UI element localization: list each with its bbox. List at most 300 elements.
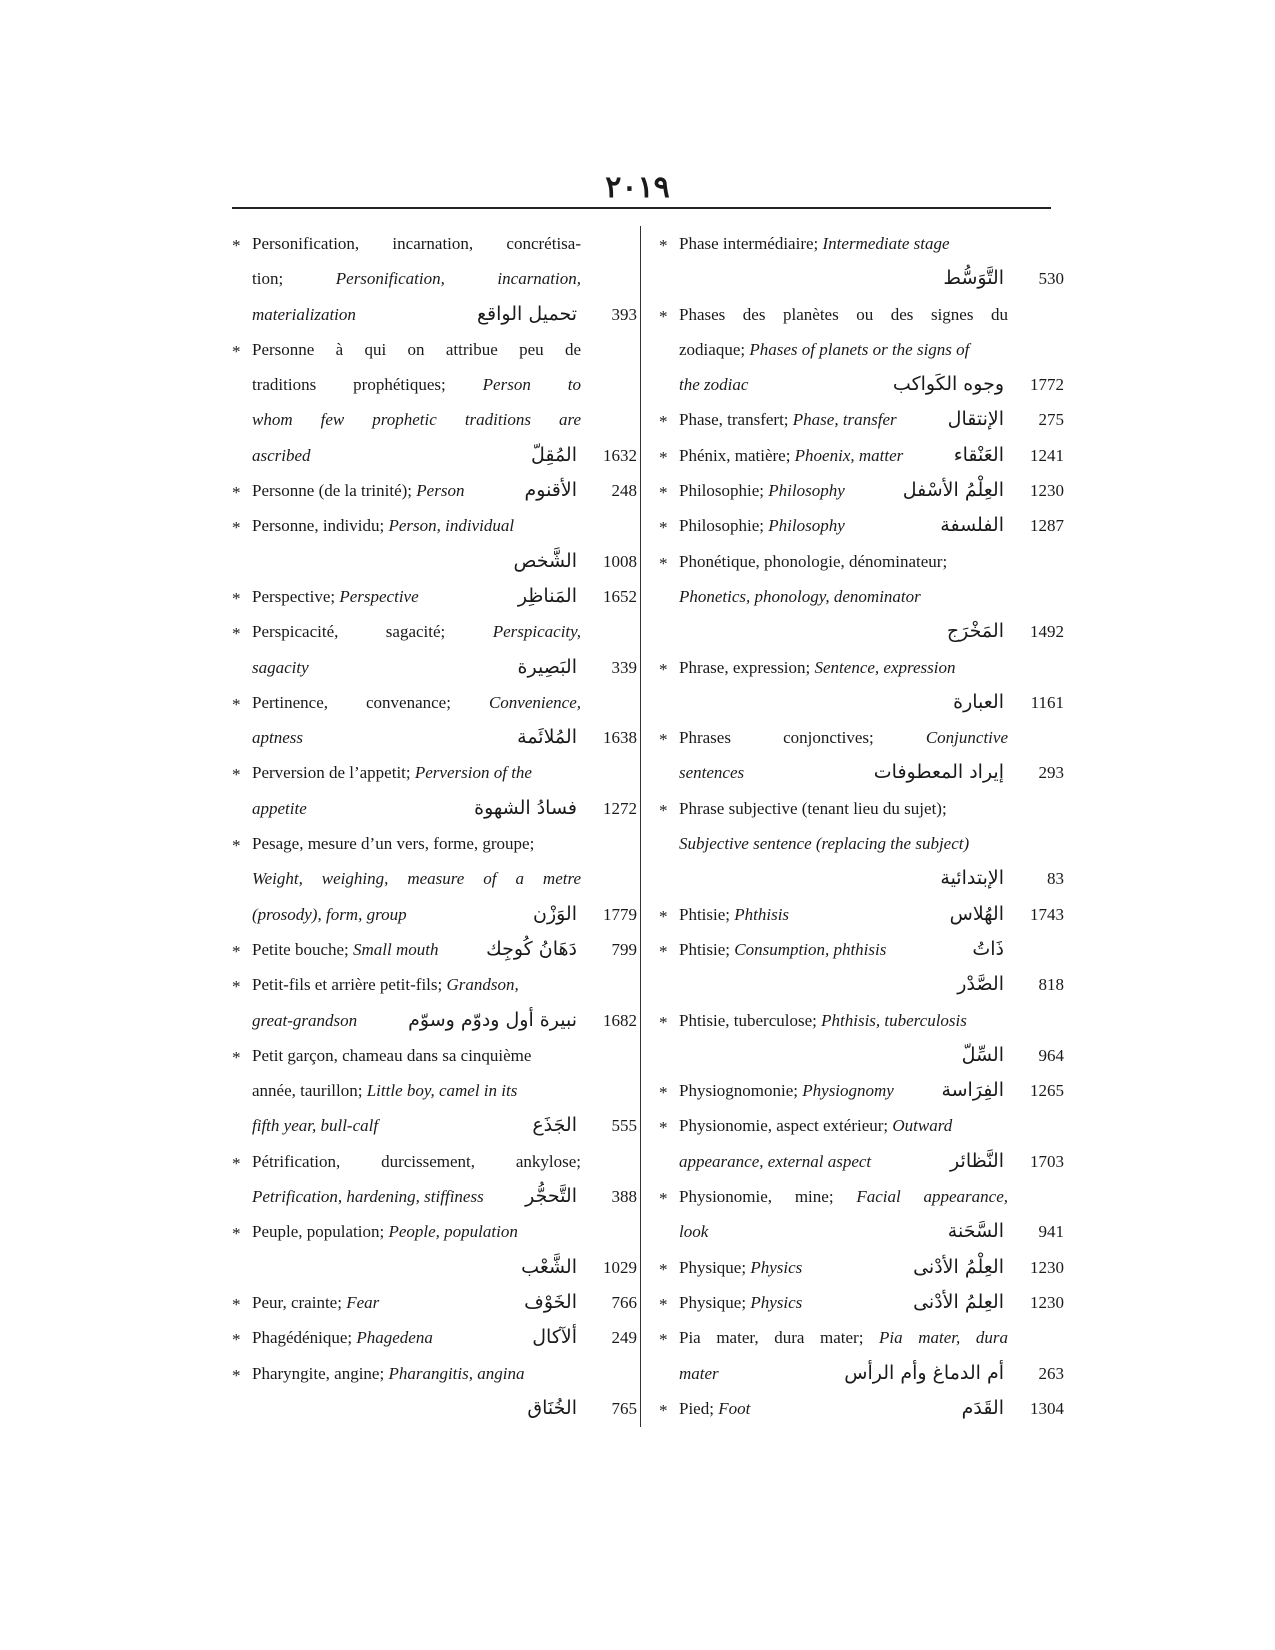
french-term: Petit-fils et arrière petit-fils; bbox=[252, 975, 447, 995]
entry-bullet: * bbox=[659, 906, 668, 926]
entry-bullet: * bbox=[659, 412, 668, 432]
arabic-term: العِلْمُ الأسْفل bbox=[897, 473, 1004, 508]
entry-line bbox=[659, 1179, 1064, 1214]
french-term: Phase, transfert; bbox=[679, 410, 793, 430]
entry-line bbox=[232, 932, 637, 967]
english-gloss: Sentence, expression bbox=[814, 657, 956, 677]
entry-bullet: * bbox=[659, 941, 668, 961]
entry-text bbox=[679, 1003, 1008, 1038]
french-term: Physionomie, mine; bbox=[679, 1187, 857, 1207]
arabic-term: المَخْرَج bbox=[941, 614, 1004, 649]
english-gloss: Person bbox=[416, 481, 465, 501]
entry-bullet: * bbox=[232, 941, 241, 961]
entry-bullet: * bbox=[659, 1400, 668, 1420]
entry-number: 275 bbox=[1038, 410, 1064, 430]
entry-line bbox=[659, 720, 1064, 755]
entry-line bbox=[659, 897, 1064, 932]
entry-bullet: * bbox=[232, 1047, 241, 1067]
entry-text bbox=[679, 544, 1008, 579]
french-term: Phase intermédiaire; bbox=[679, 234, 823, 253]
english-gloss: Intermediate stage bbox=[822, 234, 950, 253]
entry-number: 941 bbox=[1038, 1222, 1064, 1242]
entry-bullet: * bbox=[659, 447, 668, 467]
entry-number: 1638 bbox=[603, 728, 637, 748]
arabic-term: الصَّدْر bbox=[951, 967, 1004, 1002]
french-term: Personne à qui on attribue peu de bbox=[252, 339, 581, 359]
arabic-term: دَهَانُ كُوجِك bbox=[480, 932, 577, 967]
entry-text bbox=[679, 650, 1008, 685]
english-gloss: ascribed bbox=[252, 445, 311, 465]
french-term: Physiognomonie; bbox=[679, 1081, 803, 1101]
entry-line bbox=[232, 1179, 637, 1214]
entry-number: 1230 bbox=[1030, 1292, 1064, 1312]
entry-number: 248 bbox=[611, 481, 637, 501]
entry-text bbox=[252, 402, 581, 437]
french-term: Physique; bbox=[679, 1257, 751, 1277]
entry-line bbox=[232, 685, 637, 720]
english-gloss: Grandson, bbox=[446, 975, 519, 995]
english-gloss: People, population bbox=[388, 1222, 518, 1242]
english-gloss: Facial appearance, bbox=[856, 1187, 1008, 1207]
entry-number: 249 bbox=[611, 1328, 637, 1348]
arabic-term: الإبتدائية bbox=[934, 861, 1004, 896]
entry-line bbox=[232, 544, 637, 579]
french-term: Pharyngite, angine; bbox=[252, 1363, 389, 1383]
french-term: Pia mater, dura mater; bbox=[679, 1328, 880, 1348]
arabic-term: العِلْمُ الأدْنى bbox=[907, 1250, 1004, 1285]
english-gloss: Physiognomy bbox=[802, 1081, 894, 1101]
arabic-term: العَنْقاء bbox=[948, 438, 1004, 473]
entry-bullet: * bbox=[232, 836, 241, 856]
english-gloss: Physics bbox=[750, 1292, 803, 1312]
english-gloss: Perversion of the bbox=[414, 763, 532, 783]
english-gloss: materialization bbox=[252, 304, 356, 324]
french-term: Physique; bbox=[679, 1292, 751, 1312]
english-gloss: Physics bbox=[750, 1257, 803, 1277]
entry-line bbox=[232, 402, 637, 437]
entry-text bbox=[679, 579, 1008, 614]
entry-number: 555 bbox=[611, 1116, 637, 1136]
entry-line bbox=[232, 826, 637, 861]
entry-number: 964 bbox=[1038, 1045, 1064, 1065]
arabic-term: العبارة bbox=[947, 685, 1004, 720]
entry-bullet: * bbox=[659, 1294, 668, 1314]
entry-number: 1029 bbox=[603, 1257, 637, 1277]
entry-line bbox=[232, 1356, 637, 1391]
english-gloss: look bbox=[679, 1222, 709, 1242]
entry-line bbox=[659, 579, 1064, 614]
entry-line bbox=[659, 650, 1064, 685]
french-term: Petite bouche; bbox=[252, 939, 354, 959]
entry-line bbox=[659, 967, 1064, 1002]
english-gloss: Philosophy bbox=[768, 516, 845, 536]
english-gloss: Phthisis bbox=[734, 904, 790, 924]
french-term: Peuple, population; bbox=[252, 1222, 389, 1242]
entry-bullet: * bbox=[659, 1330, 668, 1350]
entry-number: 1265 bbox=[1030, 1081, 1064, 1101]
entry-bullet: * bbox=[232, 694, 241, 714]
french-term: Phtisie, tuberculose; bbox=[679, 1010, 822, 1030]
english-gloss: whom few prophetic traditions are bbox=[252, 410, 581, 430]
entry-bullet: * bbox=[232, 1294, 241, 1314]
english-gloss: aptness bbox=[252, 728, 303, 748]
arabic-term: السَّحَنة bbox=[942, 1214, 1004, 1249]
entry-line bbox=[232, 297, 637, 332]
arabic-term: ألآكال bbox=[526, 1320, 577, 1355]
french-term: année, taurillon; bbox=[252, 1081, 367, 1101]
entry-bullet: * bbox=[659, 306, 668, 326]
french-term: Personification, incarnation, concrétisa- bbox=[252, 234, 581, 253]
english-gloss: mater bbox=[679, 1363, 719, 1383]
entry-text bbox=[252, 367, 581, 402]
entry-number: 1703 bbox=[1030, 1151, 1064, 1171]
entry-number: 1230 bbox=[1030, 481, 1064, 501]
entry-line bbox=[659, 1073, 1064, 1108]
entry-line bbox=[659, 1285, 1064, 1320]
entry-bullet: * bbox=[232, 1330, 241, 1350]
arabic-term: المُقِلّ bbox=[525, 438, 577, 473]
entry-text bbox=[679, 1320, 1008, 1355]
entry-bullet: * bbox=[659, 236, 668, 255]
entry-line bbox=[232, 508, 637, 543]
arabic-term: المَناظِر bbox=[512, 579, 577, 614]
french-term: tion; bbox=[252, 269, 336, 289]
entry-line bbox=[659, 1144, 1064, 1179]
entry-line bbox=[232, 1320, 637, 1355]
english-gloss: appetite bbox=[252, 798, 307, 818]
entry-bullet: * bbox=[659, 1259, 668, 1279]
english-gloss: Consumption, phthisis bbox=[734, 939, 887, 959]
french-term: Personne (de la trinité); bbox=[252, 481, 417, 501]
entry-line bbox=[659, 261, 1064, 296]
french-term: traditions prophétiques; bbox=[252, 375, 483, 395]
entry-text bbox=[252, 861, 581, 896]
page-number: ٢٠١٩ bbox=[605, 170, 670, 205]
entry-bullet: * bbox=[232, 236, 241, 255]
entry-number: 1241 bbox=[1030, 445, 1064, 465]
entry-line bbox=[659, 297, 1064, 332]
entry-number: 1008 bbox=[603, 551, 637, 571]
entry-line bbox=[232, 1108, 637, 1143]
english-gloss: Phagedena bbox=[356, 1328, 433, 1348]
entry-number: 1779 bbox=[603, 904, 637, 924]
entry-bullet: * bbox=[659, 730, 668, 750]
entry-line bbox=[232, 1250, 637, 1285]
french-term: Pied; bbox=[679, 1398, 719, 1418]
entry-number: 1287 bbox=[1030, 516, 1064, 536]
entry-text bbox=[252, 1356, 581, 1391]
entry-line bbox=[659, 1356, 1064, 1391]
arabic-term: الخُنَاق bbox=[521, 1391, 577, 1426]
arabic-term: الوَزْن bbox=[527, 897, 577, 932]
arabic-term: وجوه الكَواكب bbox=[887, 367, 1004, 402]
english-gloss: Phthisis, tuberculosis bbox=[821, 1010, 967, 1030]
entry-line bbox=[659, 1003, 1064, 1038]
french-term: Peur, crainte; bbox=[252, 1292, 347, 1312]
arabic-term: الجَذَع bbox=[526, 1108, 577, 1143]
entry-line bbox=[232, 332, 637, 367]
entry-line bbox=[659, 367, 1064, 402]
entry-line bbox=[232, 261, 637, 296]
english-gloss: Pia mater, dura bbox=[879, 1328, 1008, 1348]
arabic-term: الأقنوم bbox=[518, 473, 577, 508]
english-gloss: Foot bbox=[718, 1398, 751, 1418]
entry-text bbox=[252, 1038, 581, 1073]
arabic-term: ذَاتُ bbox=[966, 932, 1004, 967]
english-gloss: (prosody), form, group bbox=[252, 904, 407, 924]
entry-number: 1161 bbox=[1030, 692, 1064, 712]
french-term: Perspicacité, sagacité; bbox=[252, 622, 493, 642]
english-gloss: Conjunctive bbox=[925, 728, 1008, 748]
entry-text bbox=[252, 614, 581, 649]
entry-text bbox=[252, 755, 581, 790]
arabic-term: العِلمُ الأدْنى bbox=[907, 1285, 1004, 1320]
entry-line bbox=[232, 1285, 637, 1320]
entry-line bbox=[659, 544, 1064, 579]
english-gloss: Outward bbox=[892, 1116, 953, 1136]
entry-bullet: * bbox=[232, 977, 241, 997]
english-gloss: Fear bbox=[346, 1292, 380, 1312]
entry-line bbox=[232, 1214, 637, 1249]
left-column bbox=[232, 226, 637, 1426]
entry-text bbox=[252, 685, 581, 720]
english-gloss: the zodiac bbox=[679, 375, 749, 395]
entry-line bbox=[232, 967, 637, 1002]
arabic-term: تحميل الواقع bbox=[471, 297, 577, 332]
entry-number: 1230 bbox=[1030, 1257, 1064, 1277]
entry-text bbox=[679, 932, 1008, 967]
entry-line bbox=[659, 1108, 1064, 1143]
entry-number: 1682 bbox=[603, 1010, 637, 1030]
entry-number: 1632 bbox=[603, 445, 637, 465]
entry-number: 765 bbox=[611, 1398, 637, 1418]
right-column bbox=[659, 226, 1064, 1426]
entry-line bbox=[659, 226, 1064, 261]
entry-number: 1772 bbox=[1030, 375, 1064, 395]
arabic-term: الفلسفة bbox=[934, 508, 1004, 543]
entry-line bbox=[232, 438, 637, 473]
entry-line bbox=[659, 1250, 1064, 1285]
entry-number: 263 bbox=[1038, 1363, 1064, 1383]
entry-line bbox=[232, 614, 637, 649]
french-term: Pertinence, convenance; bbox=[252, 692, 489, 712]
arabic-term: الهُلاس bbox=[944, 897, 1004, 932]
entry-bullet: * bbox=[232, 624, 241, 644]
arabic-term: الفِرَاسة bbox=[935, 1073, 1004, 1108]
entry-line bbox=[659, 614, 1064, 649]
entry-text bbox=[679, 791, 1008, 826]
entry-line bbox=[232, 650, 637, 685]
arabic-term: الخَوْف bbox=[518, 1285, 577, 1320]
entry-bullet: * bbox=[659, 659, 668, 679]
english-gloss: Person, individual bbox=[388, 516, 515, 536]
entry-number: 388 bbox=[611, 1187, 637, 1207]
arabic-term: فسادُ الشهوة bbox=[468, 791, 577, 826]
english-gloss: Phoenix, matter bbox=[794, 445, 904, 465]
entry-bullet: * bbox=[659, 1012, 668, 1032]
entry-bullet: * bbox=[659, 1118, 668, 1138]
entry-line bbox=[232, 473, 637, 508]
entry-bullet: * bbox=[232, 518, 241, 538]
entry-line bbox=[232, 367, 637, 402]
french-term: Personne, individu; bbox=[252, 516, 389, 536]
entry-line bbox=[659, 473, 1064, 508]
entry-text bbox=[679, 1108, 1008, 1143]
english-gloss: Weight, weighing, measure of a metre bbox=[252, 869, 581, 889]
entry-bullet: * bbox=[232, 765, 241, 785]
entry-number: 339 bbox=[611, 657, 637, 677]
arabic-term: النَّظائر bbox=[944, 1144, 1004, 1179]
english-gloss: appearance, external aspect bbox=[679, 1151, 872, 1171]
entry-line bbox=[659, 932, 1064, 967]
arabic-term: إيراد المعطوفات bbox=[868, 755, 1004, 790]
arabic-term: التَّحجُّر bbox=[519, 1179, 577, 1214]
english-gloss: Perspicacity, bbox=[492, 622, 581, 642]
arabic-term: الشَّخص bbox=[507, 544, 577, 579]
entry-line bbox=[232, 720, 637, 755]
english-gloss: Philosophy bbox=[768, 481, 845, 501]
french-term: Philosophie; bbox=[679, 481, 769, 501]
entry-line bbox=[659, 1214, 1064, 1249]
english-gloss: Pharangitis, angina bbox=[388, 1363, 525, 1383]
entry-bullet: * bbox=[659, 1083, 668, 1103]
french-term: Philosophie; bbox=[679, 516, 769, 536]
english-gloss: Personification, incarnation, bbox=[335, 269, 581, 289]
entry-line bbox=[232, 897, 637, 932]
entry-line bbox=[232, 861, 637, 896]
entry-line bbox=[659, 332, 1064, 367]
entry-bullet: * bbox=[659, 518, 668, 538]
entry-number: 799 bbox=[611, 939, 637, 959]
french-term: Phonétique, phonologie, dénominateur; bbox=[679, 551, 948, 571]
entry-number: 1743 bbox=[1030, 904, 1064, 924]
entry-bullet: * bbox=[659, 553, 668, 573]
english-gloss: Perspective bbox=[339, 586, 419, 606]
english-gloss: Small mouth bbox=[353, 939, 439, 959]
entry-text bbox=[252, 1073, 581, 1108]
entry-bullet: * bbox=[659, 800, 668, 820]
entry-line bbox=[232, 1144, 637, 1179]
entry-number: 818 bbox=[1038, 975, 1064, 995]
entry-line bbox=[659, 1391, 1064, 1426]
arabic-term: التَّوَسُّط bbox=[937, 261, 1004, 296]
french-term: Petit garçon, chameau dans sa cinquième bbox=[252, 1045, 532, 1065]
french-term: zodiaque; bbox=[679, 339, 750, 359]
entry-bullet: * bbox=[659, 1189, 668, 1209]
entry-text bbox=[679, 226, 1008, 261]
french-term: Phrases conjonctives; bbox=[679, 728, 926, 748]
entry-text bbox=[252, 967, 581, 1002]
entry-bullet: * bbox=[232, 588, 241, 608]
entry-line bbox=[232, 579, 637, 614]
english-gloss: Phonetics, phonology, denominator bbox=[679, 586, 921, 606]
english-gloss: Petrification, hardening, stiffiness bbox=[252, 1187, 484, 1207]
english-gloss: fifth year, bull-calf bbox=[252, 1116, 379, 1136]
entry-number: 1272 bbox=[603, 798, 637, 818]
entry-text bbox=[679, 1179, 1008, 1214]
english-gloss: Phases of planets or the signs of bbox=[749, 339, 970, 359]
arabic-term: المُلائَمة bbox=[511, 720, 577, 755]
arabic-term: الإنتقال bbox=[942, 402, 1004, 437]
french-term: Phases des planètes ou des signes du bbox=[679, 304, 1008, 324]
entry-text bbox=[679, 826, 1008, 861]
english-gloss: sagacity bbox=[252, 657, 309, 677]
entry-text bbox=[252, 508, 581, 543]
arabic-term: السِّلّ bbox=[956, 1038, 1004, 1073]
entry-line bbox=[232, 791, 637, 826]
entry-text bbox=[252, 332, 581, 367]
entry-line bbox=[659, 861, 1064, 896]
entry-number: 766 bbox=[611, 1292, 637, 1312]
entry-number: 393 bbox=[611, 304, 637, 324]
entry-number: 530 bbox=[1038, 269, 1064, 289]
entry-number: 1304 bbox=[1030, 1398, 1064, 1418]
entry-line bbox=[659, 438, 1064, 473]
entry-line bbox=[232, 226, 637, 261]
french-term: Phrase, expression; bbox=[679, 657, 815, 677]
entry-text bbox=[252, 826, 581, 861]
french-term: Pétrification, durcissement, ankylose; bbox=[252, 1151, 581, 1171]
entry-line bbox=[232, 1391, 637, 1426]
entry-bullet: * bbox=[232, 1153, 241, 1173]
entry-line bbox=[659, 1320, 1064, 1355]
french-term: Phtisie; bbox=[679, 904, 735, 924]
column-divider bbox=[640, 226, 641, 1427]
entry-bullet: * bbox=[232, 341, 241, 361]
french-term: Perversion de l’appetit; bbox=[252, 763, 415, 783]
entry-line bbox=[659, 508, 1064, 543]
english-gloss: great-grandson bbox=[252, 1010, 358, 1030]
entry-number: 293 bbox=[1038, 763, 1064, 783]
arabic-term: نبيرة أول ودوّم وسوّم bbox=[402, 1003, 577, 1038]
french-term: Physionomie, aspect extérieur; bbox=[679, 1116, 893, 1136]
arabic-term: الشَّعْب bbox=[515, 1250, 577, 1285]
entry-text bbox=[679, 297, 1008, 332]
french-term: Phénix, matière; bbox=[679, 445, 795, 465]
entry-text bbox=[252, 261, 581, 296]
entry-text bbox=[679, 720, 1008, 755]
entry-text bbox=[679, 332, 1008, 367]
french-term: Phagédénique; bbox=[252, 1328, 357, 1348]
english-gloss: Phase, transfer bbox=[792, 410, 897, 430]
english-gloss: Little boy, camel in its bbox=[366, 1081, 518, 1101]
entry-bullet: * bbox=[232, 1224, 241, 1244]
english-gloss: sentences bbox=[679, 763, 745, 783]
entry-line bbox=[659, 755, 1064, 790]
french-term: Phrase subjective (tenant lieu du sujet); bbox=[679, 798, 947, 818]
entry-bullet: * bbox=[232, 1365, 241, 1385]
entry-text bbox=[252, 1214, 581, 1249]
arabic-term: القَدَم bbox=[956, 1391, 1004, 1426]
entry-number: 1652 bbox=[603, 586, 637, 606]
entry-line bbox=[232, 1073, 637, 1108]
arabic-term: أم الدماغ وأم الرأس bbox=[838, 1356, 1004, 1391]
english-gloss: Subjective sentence (replacing the subject) bbox=[679, 834, 970, 854]
french-term: Perspective; bbox=[252, 586, 340, 606]
entry-line bbox=[659, 1038, 1064, 1073]
entry-number: 83 bbox=[1047, 869, 1064, 889]
arabic-term: البَصِيرة bbox=[512, 650, 577, 685]
entry-bullet: * bbox=[232, 483, 241, 503]
entry-line bbox=[659, 402, 1064, 437]
entry-line bbox=[232, 1003, 637, 1038]
entry-line bbox=[659, 685, 1064, 720]
french-term: Phtisie; bbox=[679, 939, 735, 959]
english-gloss: Convenience, bbox=[488, 692, 581, 712]
entry-line bbox=[232, 1038, 637, 1073]
entry-line bbox=[659, 791, 1064, 826]
entry-text bbox=[252, 1144, 581, 1179]
